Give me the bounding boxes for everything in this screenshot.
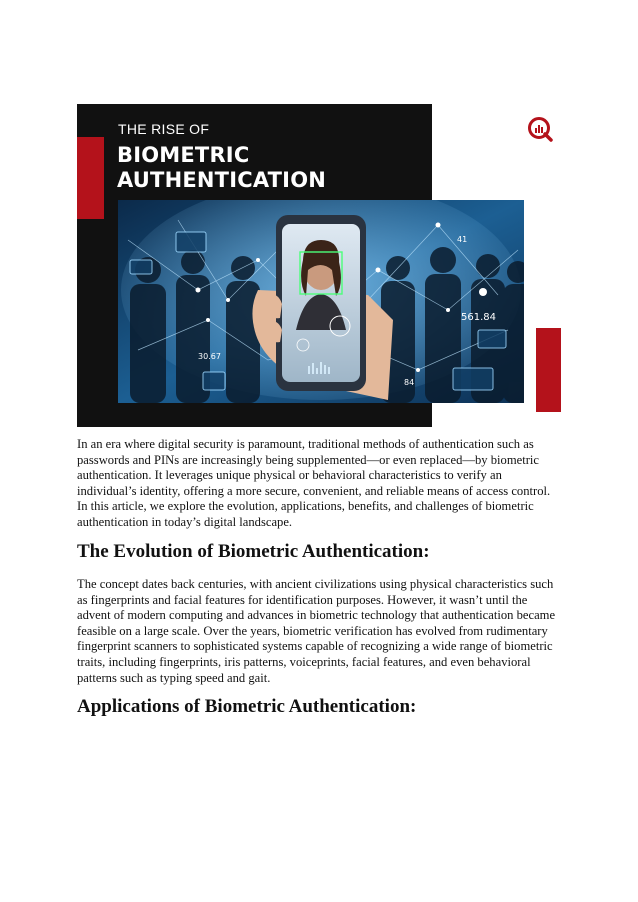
photo-readout-4: 41	[457, 235, 468, 244]
red-accent-bar-right	[536, 328, 561, 412]
heading-evolution: The Evolution of Biometric Authentication:	[77, 541, 430, 562]
banner-kicker: THE RISE OF	[118, 121, 210, 137]
brand-logo-icon	[527, 116, 553, 142]
biometric-hero-image	[118, 200, 524, 403]
photo-readout-1: 561.84	[461, 312, 496, 323]
banner-title-line-1: BIOMETRIC	[117, 143, 250, 167]
heading-applications: Applications of Biometric Authentication:	[77, 696, 417, 717]
hero-banner	[0, 0, 638, 440]
photo-readout-2: 30.67	[198, 352, 221, 361]
banner-title	[117, 143, 326, 193]
red-accent-bar-left	[77, 137, 104, 219]
photo-readout-3: 84	[404, 378, 415, 387]
banner-title-line-2: AUTHENTICATION	[117, 168, 327, 192]
evolution-paragraph: The concept dates back centuries, with ancient civilizations using physical characteristics such as fingerprints and facial features for identification purposes. However, it wasn’t until the advent of modern computing and advances in biometric technology that authentication became feasible on a large scale. Over the years, biometric verification has evolved from rudimentary fingerprint scanners to sophisticated systems capable of recognizing a wide range of biometric traits, including fingerprints, iris patterns, voiceprints, facial features, and even behavioral patterns such as typing speed and gait.	[77, 577, 556, 685]
intro-paragraph: In an era where digital security is paramount, traditional methods of authentication such as passwords and PINs are increasingly being supplemented—or even replaced—by biometric authentication. It leverages unique physical or behavioral characteristics to verify an individual’s identity, offering a more secure, convenient, and reliable means of access control. In this article, we explore the evolution, applications, benefits, and challenges of biometric authentication in today’s digital landscape.	[77, 437, 551, 529]
